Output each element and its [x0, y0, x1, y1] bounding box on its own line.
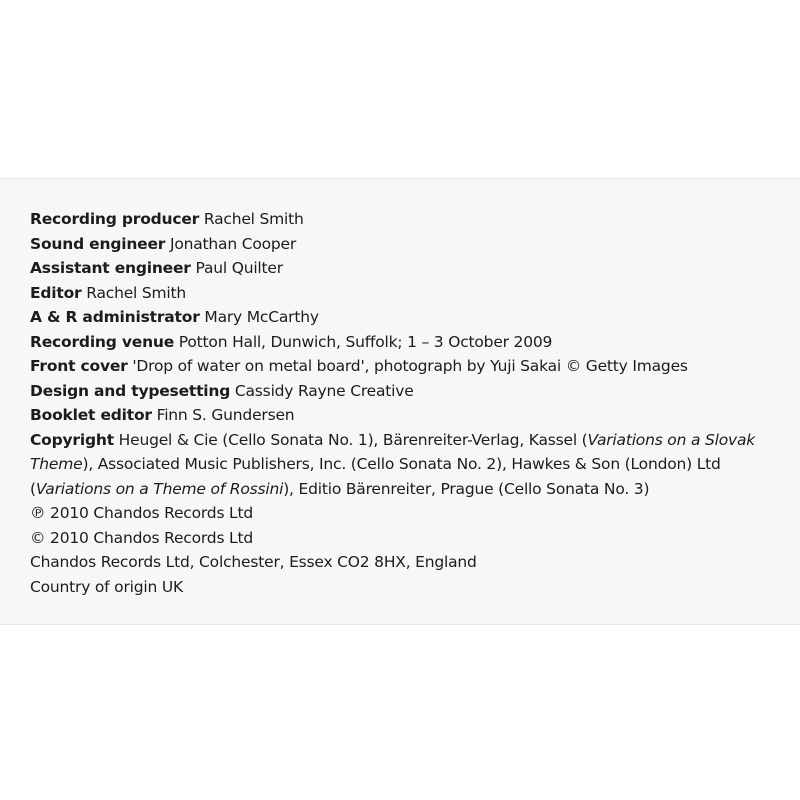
credit-copyright-line-1 [30, 428, 790, 453]
credit-value: 'Drop of water on metal board', photograph by Yuji Sakai © Getty Images [132, 357, 688, 375]
credit-label: Front cover [30, 357, 128, 375]
credit-label: Country of origin [30, 577, 158, 596]
credit-sound-engineer [30, 232, 790, 257]
credit-value: ), Associated Music Publishers, Inc. (Cello Sonata No. 2), Hawkes & Son (London) Ltd [82, 455, 721, 473]
credit-label: Booklet editor [30, 406, 152, 424]
label-address: Chandos Records Ltd, Colchester, Essex CO2 8HX, England [30, 553, 477, 571]
credit-value: Cassidy Rayne Creative [234, 381, 414, 400]
credit-value: Rachel Smith [86, 283, 187, 302]
credit-value: Rachel Smith [203, 210, 304, 228]
credit-copyright-line-3 [30, 477, 790, 502]
copyright-notice: © 2010 Chandos Records Ltd [30, 528, 254, 547]
credit-label: A & R administrator [30, 308, 200, 326]
credit-value-italic: Variations on a Slovak [587, 430, 756, 449]
credit-value: Finn S. Gundersen [156, 406, 295, 424]
credit-label: Editor [30, 283, 82, 302]
credit-label: Sound engineer [30, 234, 166, 253]
credit-editor [30, 281, 790, 306]
credit-front-cover [30, 354, 790, 379]
credit-value: Mary McCarthy [204, 308, 319, 326]
credit-ar-administrator [30, 305, 790, 330]
credit-label: Copyright [30, 430, 114, 449]
credit-value: Paul Quilter [195, 259, 283, 277]
credit-label: Recording producer [30, 210, 200, 228]
credit-assistant-engineer [30, 256, 790, 281]
credit-value-italic: Variations on a Theme of Rossini [35, 479, 284, 498]
credit-label: Assistant engineer [30, 259, 191, 277]
credit-booklet-editor [30, 403, 790, 428]
credit-design [30, 379, 790, 404]
phonogram-notice: ℗ 2010 Chandos Records Ltd [30, 504, 254, 522]
credit-value: ), Editio Bärenreiter, Prague (Cello Sonata No. 3) [283, 479, 650, 498]
credit-label: Recording venue [30, 332, 175, 351]
credit-value: Jonathan Cooper [169, 234, 297, 253]
credit-copyright-line-2 [30, 452, 790, 477]
credit-value: Potton Hall, Dunwich, Suffolk; 1 – 3 October 2009 [178, 332, 553, 351]
credits-block [30, 207, 790, 599]
credit-value-italic: Theme [30, 455, 83, 473]
credit-country [30, 575, 790, 600]
credit-value: Heugel & Cie (Cello Sonata No. 1), Bärenreiter-Verlag, Kassel ( [118, 430, 588, 449]
credit-recording-venue [30, 330, 790, 355]
credit-value: ( [30, 479, 36, 498]
credit-label: Design and typesetting [30, 381, 231, 400]
credit-recording-producer [30, 207, 790, 232]
credit-value: UK [161, 577, 183, 596]
